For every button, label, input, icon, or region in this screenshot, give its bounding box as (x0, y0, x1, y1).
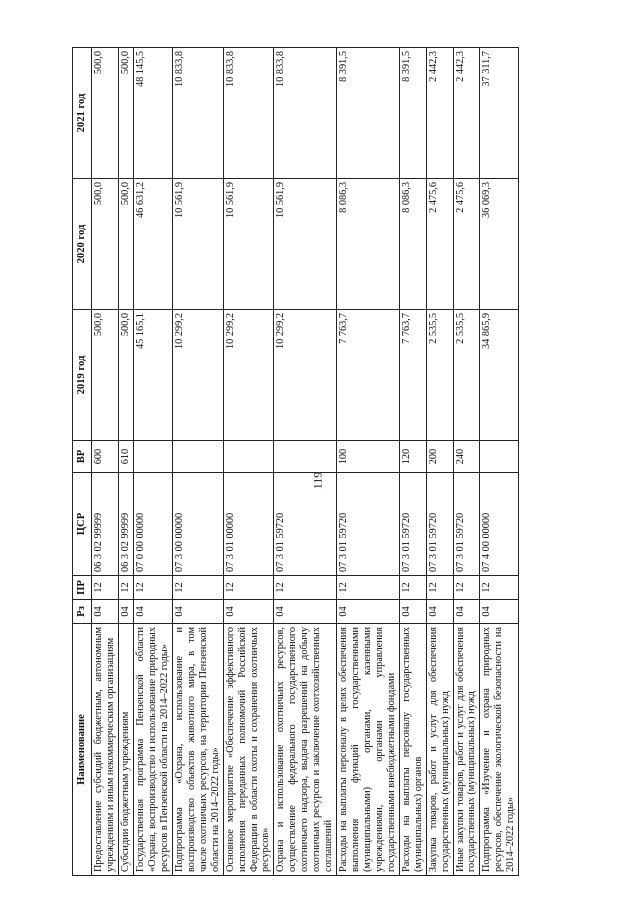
row-rz: 04 (134, 600, 173, 624)
table-row (172, 48, 223, 876)
row-2020: 500,0 (92, 179, 119, 310)
header-csr: ЦСР (73, 473, 92, 576)
row-vr (274, 441, 337, 473)
row-csr: 06 3 02 99999 (119, 473, 134, 576)
row-vr: 600 (92, 441, 119, 473)
row-vr (223, 441, 274, 473)
row-2020: 2 475,6 (453, 179, 480, 310)
row-name: Закупка товаров, работ и услуг для обеспечения государственных (муниципальных) нужд (426, 624, 453, 876)
header-2019: 2019 год (73, 310, 92, 441)
row-2021: 2 442,3 (426, 48, 453, 179)
header-rz: Рз (73, 600, 92, 624)
row-name: Основное мероприятие «Обеспечение эффективного исполнения переданных полномочий Российской Федерации в области охоты и сохранения охотничьих ресурсов» (223, 624, 274, 876)
row-2020: 10 561,9 (274, 179, 337, 310)
row-pr: 12 (337, 576, 400, 600)
header-pr: ПР (73, 576, 92, 600)
row-rz: 04 (172, 600, 223, 624)
row-csr: 07 4 00 00000 (480, 473, 519, 576)
row-rz: 04 (119, 600, 134, 624)
row-2020: 500,0 (119, 179, 134, 310)
row-2021: 37 311,7 (480, 48, 519, 179)
header-2021: 2021 год (73, 48, 92, 179)
row-pr: 12 (92, 576, 119, 600)
row-rz: 04 (92, 600, 119, 624)
row-2019: 7 763,7 (399, 310, 426, 441)
row-rz: 04 (337, 600, 400, 624)
row-2020: 10 561,9 (223, 179, 274, 310)
row-name: Расходы на выплаты персоналу в целях обеспечения выполнения функций государственными (муниципальными) органами, казенными учреждениями, органами управления государственными внебюджетными фондами (337, 624, 400, 876)
row-2021: 10 833,8 (274, 48, 337, 179)
row-pr: 12 (223, 576, 274, 600)
row-2020: 36 069,3 (480, 179, 519, 310)
row-csr: 07 3 00 00000 (172, 473, 223, 576)
row-2019: 10 299,2 (223, 310, 274, 441)
row-2019: 34 865,9 (480, 310, 519, 441)
table-row (480, 48, 519, 876)
row-2021: 48 145,5 (134, 48, 173, 179)
row-pr: 12 (172, 576, 223, 600)
row-2021: 500,0 (119, 48, 134, 179)
row-2019: 10 299,2 (274, 310, 337, 441)
row-rz: 04 (480, 600, 519, 624)
row-2021: 10 833,8 (223, 48, 274, 179)
table-row (453, 48, 480, 876)
table-row (399, 48, 426, 876)
row-vr (134, 441, 173, 473)
table-row (337, 48, 400, 876)
row-2020: 2 475,6 (426, 179, 453, 310)
header-vr: ВР (73, 441, 92, 473)
row-vr: 240 (453, 441, 480, 473)
row-vr (172, 441, 223, 473)
row-csr: 07 3 01 00000 (223, 473, 274, 576)
row-rz: 04 (426, 600, 453, 624)
row-2021: 8 391,5 (337, 48, 400, 179)
row-pr: 12 (134, 576, 173, 600)
row-2021: 10 833,8 (172, 48, 223, 179)
row-2020: 10 561,9 (172, 179, 223, 310)
rotated-page-content (72, 48, 559, 876)
row-csr: 07 3 01 59720 (426, 473, 453, 576)
row-2019: 2 535,5 (453, 310, 480, 441)
table-row (134, 48, 173, 876)
row-vr (480, 441, 519, 473)
row-name: Государственная программа Пензенской области «Охрана, воспроизводство и использование природных ресурсов в Пензенской области на 2014–2022 годы» (134, 624, 173, 876)
row-name: Субсидии бюджетным учреждениям (119, 624, 134, 876)
row-name: Иные закупки товаров, работ и услуг для обеспечения государственных (муниципальных) нужд (453, 624, 480, 876)
row-vr: 200 (426, 441, 453, 473)
row-2019: 10 299,2 (172, 310, 223, 441)
row-rz: 04 (399, 600, 426, 624)
row-name: Охрана и использование охотничьих ресурсов, осуществление федерального государственного охотничьего надзора, выдача разрешений на добычу охотничьих ресурсов и заключение охотхозяйственных соглашений (274, 624, 337, 876)
row-2019: 500,0 (92, 310, 119, 441)
row-2019: 7 763,7 (337, 310, 400, 441)
header-name: Наименование (73, 624, 92, 876)
row-rz: 04 (274, 600, 337, 624)
row-pr: 12 (426, 576, 453, 600)
row-rz: 04 (223, 600, 274, 624)
row-pr: 12 (453, 576, 480, 600)
row-2021: 2 442,3 (453, 48, 480, 179)
row-name: Предоставление субсидий бюджетным, автономным учреждениям и иным некоммерческим организациям (92, 624, 119, 876)
row-vr: 100 (337, 441, 400, 473)
row-pr: 12 (274, 576, 337, 600)
row-csr: 07 3 01 59720 (399, 473, 426, 576)
row-csr: 07 3 01 59720 (274, 473, 337, 576)
row-pr: 12 (480, 576, 519, 600)
row-2019: 2 535,5 (426, 310, 453, 441)
table-row (119, 48, 134, 876)
row-2020: 8 086,3 (337, 179, 400, 310)
row-csr: 07 3 01 59720 (453, 473, 480, 576)
row-name: Расходы на выплаты персоналу государственных (муниципальных) органов (399, 624, 426, 876)
table-row (92, 48, 119, 876)
table-row (223, 48, 274, 876)
table-row (426, 48, 453, 876)
row-pr: 12 (119, 576, 134, 600)
page-number: 119 (310, 471, 325, 490)
table-header-row (73, 48, 92, 876)
row-rz: 04 (453, 600, 480, 624)
row-vr: 120 (399, 441, 426, 473)
budget-table (72, 47, 519, 876)
row-2021: 8 391,5 (399, 48, 426, 179)
row-2020: 46 631,2 (134, 179, 173, 310)
row-vr: 610 (119, 441, 134, 473)
row-csr: 07 0 00 00000 (134, 473, 173, 576)
row-csr: 07 3 01 59720 (337, 473, 400, 576)
row-2019: 500,0 (119, 310, 134, 441)
header-2020: 2020 год (73, 179, 92, 310)
row-name: Подпрограмма «Охрана, использование и воспроизводство объектов животного мира, в том числе охотничьих ресурсов, на территории Пензенской области на 2014–2022 годы» (172, 624, 223, 876)
row-pr: 12 (399, 576, 426, 600)
row-name: Подпрограмма «Изучение и охрана природных ресурсов, обеспечение экологической безопасности на 2014–2022 годы» (480, 624, 519, 876)
row-csr: 06 3 02 99999 (92, 473, 119, 576)
row-2019: 45 165,1 (134, 310, 173, 441)
row-2020: 8 086,3 (399, 179, 426, 310)
table-row (274, 48, 337, 876)
row-2021: 500,0 (92, 48, 119, 179)
